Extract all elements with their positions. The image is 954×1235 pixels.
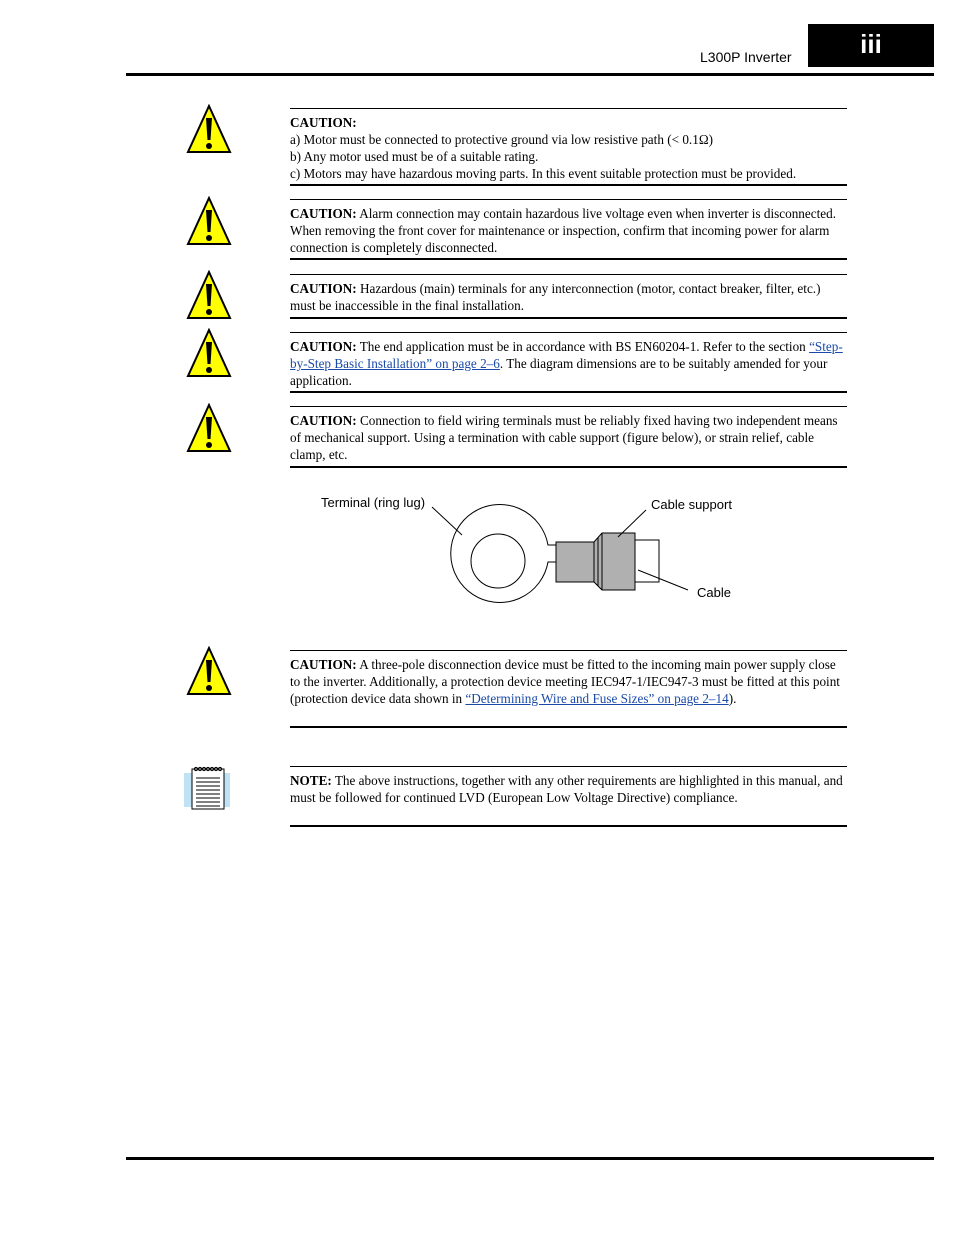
- caution-label: CAUTION:: [290, 281, 357, 296]
- caution-box: [290, 332, 847, 393]
- cable-support-label: Cable support: [651, 497, 732, 512]
- warning-icon: [186, 196, 232, 246]
- warning-icon: [186, 328, 232, 378]
- caution-text: ).: [728, 691, 737, 706]
- warning-icon: [186, 104, 232, 154]
- terminal-label: Terminal (ring lug): [321, 495, 426, 510]
- warning-icon: [186, 403, 232, 453]
- caution-label: CAUTION:: [290, 657, 357, 672]
- caution-text: . The diagram dimensions are to be suitably amended for your application.: [290, 356, 828, 388]
- caution-label: CAUTION:: [290, 339, 357, 354]
- caution-line: b) Any motor used must be of a suitable rating.: [290, 149, 539, 164]
- page-number-tab: iii: [808, 24, 934, 67]
- caution-line: c) Motors may have hazardous moving parts. In this event suitable protection must be provided.: [290, 166, 797, 181]
- caution-box: [290, 108, 847, 186]
- caution-label: CAUTION:: [290, 115, 357, 130]
- caution-label: CAUTION:: [290, 413, 357, 428]
- caution-box: [290, 650, 847, 728]
- caution-text: The end application must be in accordance with BS EN60204-1. Refer to the section: [356, 339, 810, 354]
- warning-icon: [186, 646, 232, 696]
- notepad-icon: [183, 765, 231, 811]
- caution-text: A three-pole disconnection device must be fitted to the incoming main power supply close to the inverter. Additionally, a protection device meeting IEC947-1/IEC947-3 must be fitted at this point (protection device data shown in: [290, 657, 840, 706]
- cable-label: Cable: [697, 585, 731, 600]
- caution-line: a) Motor must be connected to protective ground via low resistive path (< 0.1Ω): [290, 132, 714, 147]
- note-text: The above instructions, together with any other requirements are highlighted in this manual, and must be followed for continued LVD (European Low Voltage Directive) compliance.: [290, 773, 843, 805]
- header-rule: [126, 73, 934, 76]
- ring-lug-diagram: [310, 490, 750, 615]
- caution-box: [290, 274, 847, 319]
- note-box: [290, 766, 847, 827]
- wire-fuse-link[interactable]: “Determining Wire and Fuse Sizes” on page 2–14: [465, 691, 729, 706]
- caution-text: Alarm connection may contain hazardous live voltage even when inverter is disconnected. When removing the front cover for maintenance or inspection, confirm that incoming power for alarm connection is completely disconnected.: [290, 206, 837, 255]
- footer-rule: [126, 1157, 934, 1160]
- note-label: NOTE:: [290, 773, 332, 788]
- caution-box: [290, 406, 847, 468]
- header-title: L300P Inverter: [700, 49, 792, 65]
- installation-link[interactable]: “Step-by-Step Basic Installation” on page 2–6: [290, 339, 843, 371]
- caution-box: [290, 199, 847, 260]
- caution-text: Connection to field wiring terminals must be reliably fixed having two independent means of mechanical support. Using a termination with cable support (figure below), or strain relief, cable clamp, etc.: [290, 413, 838, 462]
- caution-text: Hazardous (main) terminals for any interconnection (motor, contact breaker, filter, etc.) must be inaccessible in the final installation.: [290, 281, 821, 313]
- caution-label: CAUTION:: [290, 206, 357, 221]
- warning-icon: [186, 270, 232, 320]
